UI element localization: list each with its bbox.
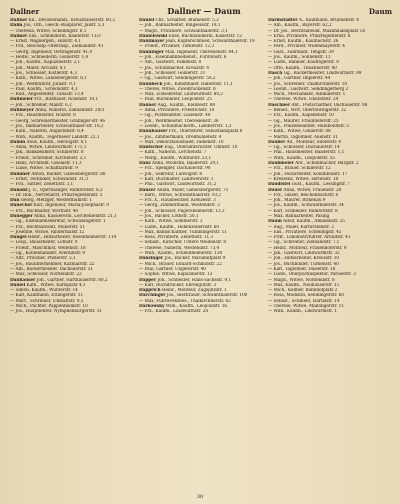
entry-surname: Dallmeyer	[10, 108, 34, 114]
entry-details: — Frz., Rechtsanwalt, Müllerstr. 51	[10, 224, 85, 230]
entry-details: — Leonh., Gastwirt, Sendlingerberg 2	[268, 86, 349, 92]
entry-details: — Alb., Bäckermeister, Dachauerstr. 51	[10, 266, 94, 272]
entry-details: Adolf, Kaufm., Amalienstr. 25	[281, 219, 345, 225]
entry-details: — Anna, Privatiere, Friedrichstr. 10	[139, 108, 215, 114]
entry-surname: Darkowsky	[139, 304, 165, 310]
entry-details: — Paul, Kaufm., Schwindstr. 4,3	[10, 86, 78, 92]
entry-details: Heinr., Hilfsarbeiter, Rosenheimerstr. 114	[26, 235, 117, 241]
entry-details: — Jos., Polizeibeamter, Humboldtstr. 5	[268, 123, 349, 129]
entry-details: — Rosa, Privatiere, Zenettistr. 11,3	[139, 235, 214, 241]
entry-surname: Daniel	[10, 282, 26, 288]
entry-details: Jos., Ofb., Gesch.-Bauplarer, Jalstr. 5,3	[22, 23, 105, 29]
entry-details: — Ludw., Kaufm., Hohenzollernstr. 60	[139, 224, 219, 230]
entry-details: — Gg., Schreiner, Zieblandstr. 7,1	[268, 240, 340, 246]
entry-details: Eug., Oberamtsrichter, Ohmstr. 10	[163, 145, 238, 151]
entry-details: — Rosa, Modistin, Sendlingerstr. 60	[268, 293, 344, 299]
entry-details: — Otto, Kaufm., Theatinerstr. 40	[268, 65, 337, 71]
entry-details: Anna, Kassiererin, Lerchenfeldstr. 21,1	[32, 213, 117, 219]
entry-details: — Max, Fuhrwerksbes., Thalkirchnerstr. 62	[139, 298, 231, 304]
entry-surname: Danz	[139, 161, 151, 167]
entry-surname: Danielowski	[139, 33, 168, 39]
entry-details: — Josefine, Witwe, Rindermarkt 12	[10, 229, 85, 235]
directory-entry	[139, 309, 263, 314]
entry-details: Joh., Gärtner, Harthauserstr. 80,2	[35, 277, 108, 283]
entry-details: — Heinr., Monteur, Frauenhoferstr. 9	[268, 245, 347, 251]
entry-details: — Joh., Maler, Arcisstr. 4,1	[10, 65, 67, 71]
entry-details: — Frz., Brauer, Schillerstr. 12	[268, 166, 331, 172]
entry-details: — Martin, Taglöhner, Auenstr. 31	[268, 134, 338, 140]
entry-details: — Ludw., Bankier, Kaufingerstr. 9	[268, 60, 339, 66]
entry-surname: Dauer	[268, 187, 283, 193]
entry-details: Elis., Schneiderin, Baaderstr. 11/3	[27, 33, 101, 39]
entry-details: — Hans, Architekt, Giselastr. 11,3	[10, 161, 82, 167]
entry-details: — Jos., Bauunternehmer, Kazmairstr. 22	[10, 261, 95, 267]
entry-details: — Wolfg., Kaufm., Winthirstr. 23,1	[139, 155, 212, 161]
entry-details: — Wilh., Kaufm., Tegernseer Landstr. 22,1	[10, 134, 100, 140]
entry-details: Joh., Schneider, Hans-Sachsstr. 9,1	[156, 277, 232, 283]
entry-details: Max, Ingenieur, Theresienstr. 84,1	[163, 49, 238, 55]
entry-details: — Jos., Zimmermann, Dreimühlenstr. 4	[139, 134, 222, 140]
entry-details: — Wilh., Kaufm., Leopoldstr. 55	[268, 155, 335, 161]
entry-surname: Danhauser	[10, 277, 36, 283]
entry-details: — Magd., Witwe, Nordendstr. 8	[268, 277, 335, 283]
entry-details: — Georg, Zimmermann, Westendstr. 3	[139, 203, 220, 209]
entry-details: — Mich., Brauer, Eduard-Schmidstr. 22	[139, 261, 222, 267]
entry-surname: Danegger	[10, 213, 33, 219]
entry-details: — Joh., Gärtner, Implerstr. 44	[268, 76, 331, 82]
entry-details: Ant., Schuhmacher, Burgstr. 2	[293, 161, 359, 167]
entry-details: — Mich., Mechaniker, Ainmillerstr. 1	[268, 92, 346, 98]
entry-details: — Joh., Sekretär, Ludwigstr. 8	[139, 171, 203, 177]
entry-details: — Jos., Bahnarbeiter, Schwanthaler-str. 18,2	[10, 123, 104, 129]
entry-details: — Phil., Gastwirt, Lindwurmstr. 31,2	[139, 182, 217, 188]
entry-details: — Friedr., Maschinist, Welfenstr. 18	[10, 245, 86, 251]
page-number: 30	[196, 494, 204, 500]
entry-surname: Dannhauser	[139, 129, 168, 135]
entry-details: — Jos., Schuhmacher, Kreuzstr. 4	[139, 65, 210, 71]
entry-details: — Frd., Sattler, Zenettistr. 3,1	[10, 182, 74, 188]
entry-details: — Ludw., Oberpostinspektor, Pariserstr. 3	[268, 272, 356, 278]
entry-details: — Frd., Reichssp.-Oberinsp., Zieblandstr. 41	[10, 44, 104, 50]
entry-details: — Ant., Gastwirt, Falkenstr. 8	[139, 60, 202, 66]
entry-details: — Jos., Buchbinder, Türkenstr. 40	[268, 261, 339, 267]
entry-details: — Max, Kaufm., Neuhauserstr. 11	[268, 282, 340, 288]
entry-details: — Georg, Schreinermeister, Grafinger-str. 46	[10, 118, 106, 124]
entry-details: — Gg., Schlosser, Dachauerstr. 14	[268, 145, 340, 151]
entry-details: Joh., Kunstmaler, Häberlstr. 11,1	[162, 81, 233, 87]
entry-details: — Frz., Spengler, Dachauerstr. 90	[139, 166, 211, 172]
entry-details: — Leop., Bauarbeiter, Lothstr. 9	[10, 240, 78, 246]
entry-details: — Frz., Kaufm., Lindwurmstr. 28	[139, 309, 209, 315]
entry-details: — Alb., Kaufm., Bayerstr. 62,2	[268, 23, 332, 29]
entry-details: Ant., Postschaffner, Dachauerstr. 98	[290, 102, 368, 108]
entry-surname: Darmstädter	[268, 18, 298, 23]
entry-details: — Joh., Maurer, Birkenau 9	[268, 198, 326, 204]
entry-details: Karl, Ingenieur, Maria-Josephastr. 9	[32, 203, 109, 209]
entry-surname: Daudistel	[268, 182, 291, 188]
entry-details: Gust., Kaufm., Lessingstr. 7	[290, 182, 350, 188]
entry-details: — Kath., Witwe, Sommerstr. 3	[139, 219, 203, 225]
entry-surname: Daniel	[139, 18, 155, 23]
entry-details: — Theres, Witwe, Zweibrückenstr. 8	[139, 86, 216, 92]
entry-details: — Frz., Kaufm., Kapellenstr. 10	[268, 113, 334, 119]
entry-details: — Gg., Kohlenhändler, Aventinstr. 9	[10, 251, 86, 257]
entry-details: — Mich., Pächter, Pappenheimstr. 10	[10, 304, 88, 310]
entry-surname: Daubmeier	[268, 161, 294, 167]
entry-details: — Kath., Näherin, Augustenstr. 8,4	[10, 129, 84, 135]
entry-details: Frz., Oberlehrer, Sebastiansplatz 8	[167, 129, 243, 135]
entry-details: — Aug., Maler, Kurfürstenstr. 2	[268, 224, 334, 230]
running-header	[10, 6, 392, 15]
entry-details: — Gg., Eisenbahnsekretär, Schwabingerstr. 1	[10, 219, 106, 225]
entry-details: — Barb., Witwe, Schwanthalerstr. 10,2	[139, 192, 221, 198]
entry-details: A., Kaufmann, Brunnenstr. 4	[297, 18, 359, 23]
entry-details: — Joh., Schreiner, Maistr. 6,2	[10, 102, 72, 108]
entry-details: — Karl, Taglöhner, Daiserstr. 18	[268, 266, 336, 272]
entry-details: — Hedw., Schneiderin, Gollierstr. 1,4	[10, 55, 89, 61]
entry-details: Frz., Bildhauer, Rosenstr. 10,1	[32, 97, 99, 103]
entry-details: — Joh., Kaufm., Kapuzinerstr. 2,1	[10, 60, 81, 66]
entry-details: Kath., Witwe, Karlsplatz 4,1	[25, 282, 86, 288]
column-3	[268, 18, 392, 496]
entry-details: — Frz., Buchhalter, Wörthstr. 40	[10, 208, 79, 214]
entry-details: — Karl, Schneider, Rumfordstr. 8	[268, 208, 338, 214]
entry-details: — Karl, Buchdrucker, Ehrengutstr. 3	[139, 282, 217, 288]
entry-details: Heinr., Monteur, Zugspitzstr. 1	[160, 288, 227, 294]
entry-details: — Mich., Kellner, Bahnhofplatz 2	[268, 288, 338, 294]
entry-details: — Jos., Schreiner, Thalkirchnerstr. 10	[268, 81, 348, 87]
entry-details: — Frdr., Lokomotivführer, Arnulfstr. 41	[268, 235, 351, 241]
entry-details: — Karl, Buchhalter, Landwehrstr. 1	[139, 176, 214, 182]
entry-details: — Frz., Hausmeister, Holzstr. 8	[10, 113, 76, 119]
entry-details: — Therese, Witwe, Maillingerstr. 11	[268, 304, 344, 310]
entry-details: Georg, Metzger, Westermühlstr. 1	[19, 198, 93, 204]
entry-surname: Daum	[268, 219, 282, 225]
entry-details: — Gust., Fabrikant, Tengstr. 39	[268, 49, 334, 55]
entry-details: — Gg., Gastwirt, Sendlingerstr. 59,2	[139, 76, 216, 82]
entry-details: — Jos., Schlosser, Kistlerstr. 4,3	[10, 70, 77, 76]
entry-details: — Jos., Kaufm., Sonnenstr. 11	[268, 55, 331, 61]
entry-details: — Anna, Witwe, Lindwurmstr. 171,1	[10, 145, 87, 151]
entry-details: Kil., Devisenhandl., Kreuzhauserstr. 60,2	[27, 18, 115, 23]
entry-details: — Dr. Rob., Nervenarzt, Prinzregentenstr. 5	[10, 192, 103, 198]
entry-surname: Dangel	[10, 235, 27, 241]
entry-details: Adam, Maler, Gabelsbergerstr. 75	[155, 187, 229, 193]
entry-details: Anna, Witwe, Frauenstr. 20	[282, 187, 342, 193]
entry-details: — Frz. X., Hausbesitzer, Klenzestr. 3	[139, 198, 216, 204]
entry-details: Aug., Kaufm., Klenzestr. 88	[156, 102, 216, 108]
entry-details: — Joh., Schlosser, Pilgersheimerstr. 13,3	[139, 208, 225, 214]
entry-details: — Max, Bahnschaffner, Tumblingerstr. 11	[139, 229, 227, 235]
entry-surname: Danimayer	[139, 39, 165, 45]
entry-details: — Max, Bahnarbeiter, Pasing	[268, 213, 330, 219]
entry-details: Jean, Kupferschmied, Schwanthalerstr. 19	[164, 39, 255, 45]
entry-surname: Dammer	[10, 171, 31, 177]
entry-details: — Gg., Maurer, Fraunhoferstr. 25	[268, 118, 339, 124]
entry-details: — Kath., Witwe, Gollierstr. 88	[268, 129, 331, 135]
header-right-name: Daum	[368, 7, 392, 16]
entry-details: — Kreszenz, Witwe, Hirtenstr. 18	[268, 176, 339, 182]
entry-surname: Dasch	[268, 70, 283, 76]
entry-details: Anna, Näherin, Zieblandstr. 20/3	[33, 108, 105, 114]
entry-details: — Mart., Schreiner, Ickstattstr. 9,3	[10, 298, 84, 304]
entry-surname: Dan	[10, 198, 20, 204]
entry-details: Elise, Buchhändlerin, Kaiserstr. 12	[167, 33, 242, 39]
entry-surname: Danninger	[139, 49, 164, 55]
entry-details: — Phil., Hausmeister, Baaderstr. 1,1	[268, 150, 345, 156]
entry-surname: Dalmer	[10, 33, 28, 39]
entry-details: — Paul, Buchhalter, Leopoldstr. 25	[139, 97, 212, 103]
entry-details: — Kath., Näherin, Lerchenstr. 7	[139, 150, 207, 156]
header-left-name: Dallner	[10, 7, 40, 16]
entry-details: — Sebast., Schmied, Isartalstr. 14	[268, 298, 340, 304]
entry-surname: Daschner	[268, 102, 291, 108]
entry-surname: Damski	[10, 187, 28, 193]
entry-details: — Joh., Werkführer, Jutastr. 9,1	[10, 81, 76, 87]
entry-details: — Jak., Gastwirt, Lindwurmstr. 32	[268, 251, 340, 257]
entry-details: Jos., Bierbrauer, Schwanthalerstr. 100	[165, 293, 248, 299]
entry-details: Jos., Bäcker, Mariahilfplatz 9	[163, 256, 226, 262]
entry-details: J. E., Opernsänger, Rumfordstr. 8,3	[27, 187, 103, 193]
entry-details: — Friedr., Schreiner, Kirchenstr. 3,1	[10, 155, 87, 161]
entry-details: — Joh., Eisenbahnbedienst., Fürstenstr. 6	[139, 55, 227, 61]
entry-details: — Leonh., Schuhmacherm., Liebherrstr. 1,3	[139, 123, 232, 129]
entry-details: — Wilh., Kaufm., Lindwurmstr. 1	[268, 309, 337, 315]
entry-details: — Jos., Hauptlehrer, Nymphenburgerstr. 31	[10, 309, 103, 315]
directory-entry	[268, 309, 392, 314]
entry-details: — Luise, Witwe, Schäftlarnstr. 9	[10, 166, 78, 172]
entry-details: — Georg, Ingenieur, Oettingenstr. 41,4	[10, 49, 92, 55]
entry-details: — Sophie, Witwe, Kapuzinerstr. 13	[139, 272, 213, 278]
entry-details: Gg., Bäckermeister, Lindwurmstr. 99	[282, 70, 362, 76]
entry-surname: Danzinger	[139, 256, 164, 262]
entry-details: — Therese, Witwe, Ickstattstr. 24	[268, 97, 339, 103]
entry-surname: Dapper	[139, 277, 157, 283]
entry-details: — Paul, Gärtner, Ungererstr. 40	[139, 266, 206, 272]
entry-details: Anna, Modistin, Baaderstr. 29,1	[150, 161, 220, 167]
entry-details: — Joh., Werkmeister, Theresienstr. 36	[139, 118, 219, 124]
entry-details: — Ernst, Wagnergeh., Hildstr. 4,1	[10, 39, 82, 45]
entry-details: — Magd., Privatiere, Schwanthalerstr. 3,1	[139, 28, 228, 34]
entry-columns	[10, 18, 392, 496]
entry-details: — Kath., Witwe, Landsbergerstr. 8,1	[10, 76, 87, 82]
entry-details: — Joh., Hilfsarbeiter, Kreuzstr. 30	[268, 256, 339, 262]
entry-surname: Danzer	[139, 187, 156, 193]
entry-details: — Max, Zollsekretär, Lindwurmstr. 80,2	[139, 92, 223, 98]
entry-details: — Alfr., Privatier, Pfisterstr. 5,1	[10, 256, 76, 262]
entry-details: — Simon, Kaufm., Wurzerstr. 14	[10, 288, 78, 294]
entry-details: — Wilh., Kaufm., Schleißheimerstr. 130	[139, 251, 223, 257]
header-title: Dallner — Daum	[167, 6, 241, 16]
entry-surname: Danner	[139, 102, 157, 108]
entry-details: — Max, Dekorationsmaler, Falkenstr. 10	[139, 139, 224, 145]
directory-entry	[10, 309, 134, 314]
entry-details: — Gg., Postbeamter, Luisenstr. 49	[139, 113, 211, 119]
entry-details: — Joh., Bahnarbeiter, Ringseisstr. 19,1	[139, 23, 221, 29]
entry-details: — Jos., Bäcker, Lothstr. 50,1	[139, 213, 199, 219]
entry-surname: Dantscher	[139, 145, 164, 151]
entry-details: — Frz., Glaser, Reichenbachstr. 6	[268, 192, 339, 198]
entry-details: Wilh., Kaufm., Leopoldstr. 16	[164, 304, 228, 310]
entry-details: — Max, Schlosser, Nordendstr. 22	[10, 272, 82, 278]
column-2	[139, 18, 263, 496]
entry-surname: Dallmeier	[10, 97, 33, 103]
entry-details: Ad., Monteur, Stielerstr. 4	[285, 139, 342, 145]
entry-surname: Dallner	[10, 18, 28, 23]
column-1	[10, 18, 134, 496]
entry-surname: Dalm	[10, 23, 23, 29]
entry-details: — Joh., Holzarbeiter, Kolumbusstr. 17	[268, 171, 348, 177]
entry-surname: Damm	[10, 139, 26, 145]
entry-details: — Ernst, Techniker, Schwindstr. 31,3	[10, 176, 88, 182]
entry-details: — Bened., Wirt, Oberföhringerstr. 32	[268, 108, 347, 114]
entry-surname: Dauber	[268, 139, 286, 145]
entry-details: — Dr. Jos., Rechtsanwalt, Maximiliansplatz 18	[268, 28, 365, 34]
entry-surname: Dapprich	[139, 288, 161, 294]
entry-surname: Darchinger	[139, 293, 166, 299]
entry-details: — Jak., Bankbeamter, Schillerstr. 8	[10, 150, 84, 156]
entry-details: — Sebast., Kutscher, Untere Weidenstr. 8	[139, 240, 226, 246]
entry-details: Chr., Schäffler, Blumenstr. 5,2	[154, 18, 219, 23]
entry-details: — Theresia, Witwe, Schellingstr. 8,1	[10, 28, 87, 34]
entry-details: — Jos., Kaufm., Schwanthalerstr. 34	[268, 203, 344, 209]
entry-details: — Rud., Angestellter, Tullastr. 13,4	[10, 92, 84, 98]
entry-details: — Ferd., Privatier, Widenmayerstr. 4	[268, 44, 345, 50]
entry-details: — Joh., Schlosser, Gollierstr. 31	[139, 70, 206, 76]
entry-details: — Ernst, Kaufm., Kaulbachstr. 26	[268, 39, 339, 45]
entry-details: Alois, Kaufm., Herzogstr. 8,1	[25, 139, 88, 145]
entry-surname: Dannbeck	[139, 81, 163, 87]
entry-details: — Karl, Kaufmann, Erlangerstr. 11	[10, 293, 84, 299]
entry-surname: Danecker	[10, 203, 33, 209]
entry-details: Anton, Bäcker, Gabelsbergerstr. 80	[30, 171, 106, 177]
entry-details: — Elis., Privatiere, Schellingstr. 45	[268, 229, 342, 235]
entry-details: — Friedr., Privatier, Türkenstr. 12,3	[139, 44, 215, 50]
entry-details: — Erna, Privatiere, Prinzregentenstr. 8	[268, 33, 351, 39]
entry-details: — Therese, Näherin, Westendstr. 73,4	[139, 245, 220, 251]
